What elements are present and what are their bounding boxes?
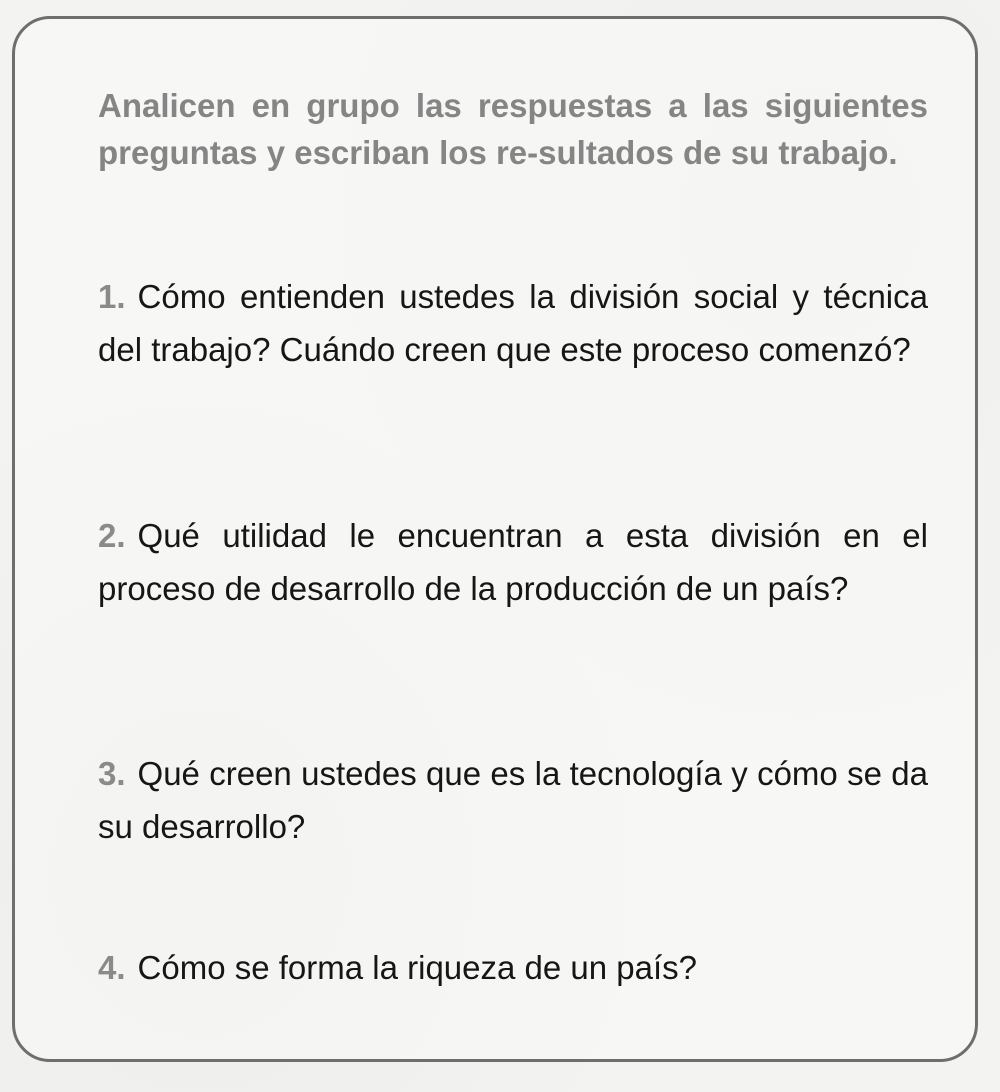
- question-2-text: Qué utilidad le encuentran a esta división en el proceso de desarrollo de la producción de un país?: [98, 517, 928, 607]
- question-1-number: 1.: [98, 278, 126, 315]
- question-2: [98, 509, 928, 615]
- question-1-text: Cómo entienden ustedes la división social y técnica del trabajo? Cuándo creen que este proceso comenzó?: [98, 278, 928, 368]
- question-4-number: 4.: [98, 949, 126, 986]
- question-3-text: Qué creen ustedes que es la tecnología y cómo se da su desarrollo?: [98, 755, 928, 845]
- question-4-text: Cómo se forma la riqueza de un país?: [137, 949, 698, 986]
- question-2-number: 2.: [98, 517, 126, 554]
- question-3: [98, 747, 928, 853]
- question-1: [98, 270, 928, 376]
- question-4: [98, 941, 928, 994]
- question-3-number: 3.: [98, 755, 126, 792]
- instructions-text: Analicen en grupo las respuestas a las siguientes preguntas y escriban los re-sultados de su trabajo.: [98, 87, 928, 171]
